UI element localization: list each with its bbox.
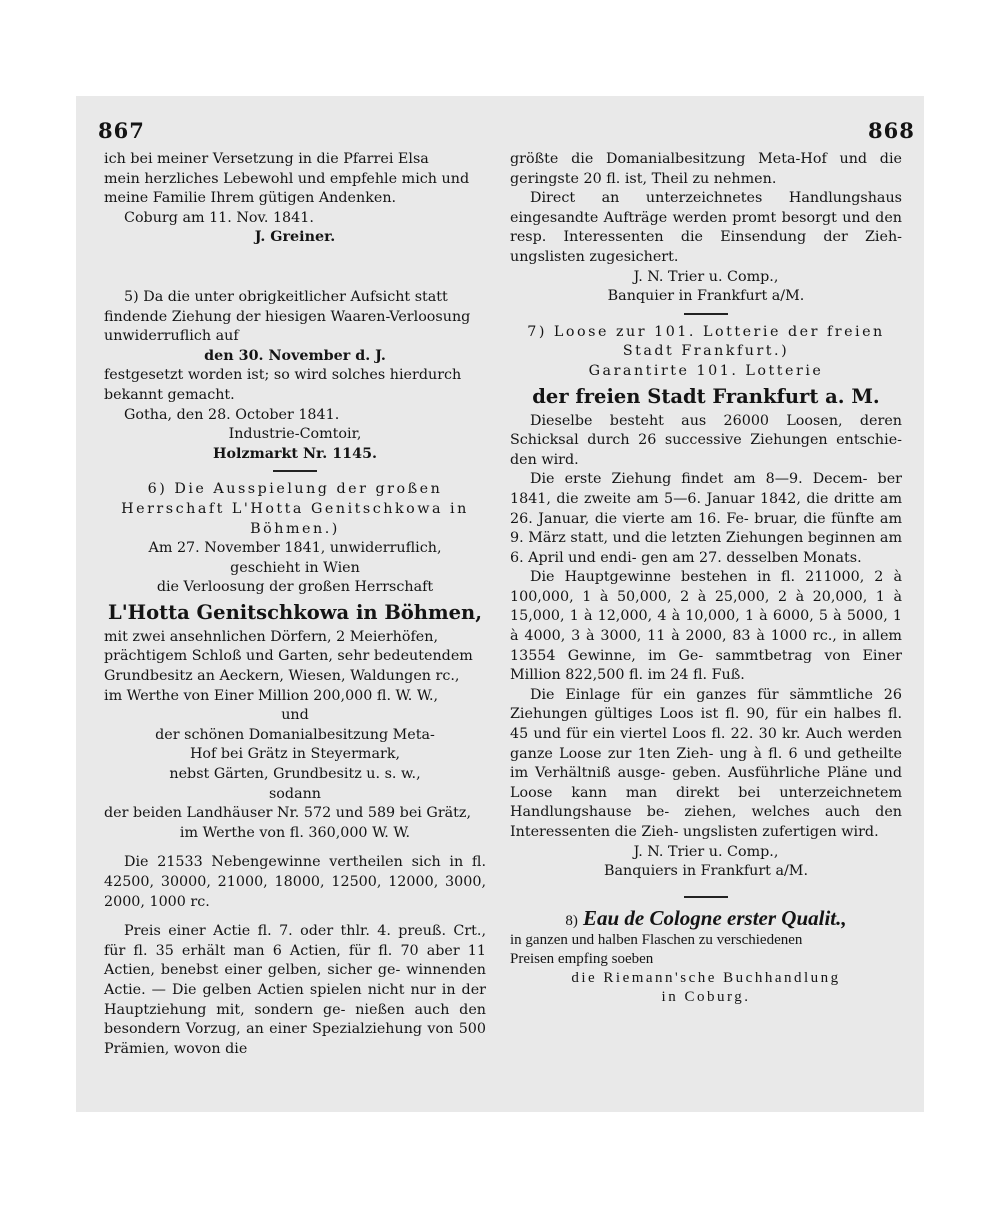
item6-line: und xyxy=(281,707,309,724)
item7-paragraph: Die Hauptgewinne bestehen in fl. 211000, 2 à 100,000, 1 à 50,000, 2 à 25,000, 2 à 20,000, 1 à 15,000, 1 à 12,000, 4 à 10,000, 1 à 6000, 5 à 5000, 1 à 4000, 3 à 3000, 11 à 2000, 83 à 1000 rc., in allem 13554 Gewinne, im Ge- sammtbetrag von Einer Million 822,500 fl. im 24 fl. Fuß. xyxy=(510,569,902,684)
intro-line: mein herzliches Lebewohl und empfehle mich und xyxy=(104,170,470,187)
item6-title: 6) Die Ausspielung der großen xyxy=(147,481,443,498)
item5-date-highlight: den 30. November d. J. xyxy=(204,347,386,364)
page-number-right: 868 xyxy=(868,118,915,143)
divider xyxy=(684,896,728,898)
item6-line: sodann xyxy=(268,785,322,802)
item7-paragraph: Die erste Ziehung findet am 8—9. Decem- ber 1841, die zweite am 5—6. Januar 1842, die dritte am 26. Januar, die vierte am 16. Fe- bruar, die fünfte am 9. März statt, und die letzten Ziehungen beginnen am 6. April und endi- gen am 27. desselben Monats. xyxy=(510,471,902,566)
item5-line: festgesetzt worden ist; so wird solches hierdurch xyxy=(104,367,462,384)
item8-heading xyxy=(510,906,902,931)
signature: Banquier in Frankfurt a/M. xyxy=(607,288,805,305)
item5-signature: Industrie-Comtoir, xyxy=(228,426,362,443)
item6-line: der schönen Domanialbesitzung Meta- xyxy=(155,726,435,743)
item6-line: geschieht in Wien xyxy=(230,559,360,576)
item8-line: in ganzen und halben Flaschen zu verschiedenen xyxy=(510,931,803,948)
item7-paragraph: Dieselbe besteht aus 26000 Loosen, deren Schicksal durch 26 successive Ziehungen entschie- den wird. xyxy=(510,412,902,468)
item8-title: Eau de Cologne erster Qualit., xyxy=(582,905,847,930)
item5-place-date: Gotha, den 28. October 1841. xyxy=(124,406,340,423)
item6-paragraph: Die 21533 Nebengewinne vertheilen sich in fl. 42500, 30000, 21000, 18000, 12500, 12000, 3000, 2000, 1000 rc. xyxy=(104,854,486,910)
item7-subtitle: Garantirte 101. Lotterie xyxy=(588,362,824,379)
item6-paragraph: Preis einer Actie fl. 7. oder thlr. 4. preuß. Crt., für fl. 35 erhält man 6 Actien, für fl. 70 aber 11 Actien, benebst einer gelben, sicher ge- winnenden Actie. — Die gelben Actien spielen nicht nur in der Hauptziehung mit, sondern ge- nießen auch den besondern Vorzug, an einer Spezialziehung von 500 Prämien, wovon die xyxy=(104,923,486,1057)
item6-line: im Werthe von fl. 360,000 W. W. xyxy=(179,824,411,841)
signature: J. N. Trier u. Comp., xyxy=(633,843,779,860)
item8-bookshop: die Riemann'sche Buchhandlung xyxy=(571,969,841,986)
continued-paragraph: größte die Domanialbesitzung Meta-Hof und die geringste 20 fl. ist, Theil zu nehmen. xyxy=(510,151,902,187)
item6-line: mit zwei ansehnlichen Dörfern, 2 Meierhöfen, xyxy=(104,628,439,645)
item7-title: Stadt Frankfurt.) xyxy=(622,343,790,360)
item5-signature-address: Holzmarkt Nr. 1145. xyxy=(212,445,378,462)
item8-place: in Coburg. xyxy=(661,988,751,1005)
left-column xyxy=(104,150,486,1059)
item6-line: prächtigem Schloß und Garten, sehr bedeutendem xyxy=(104,648,473,665)
item7-title: 7) Loose zur 101. Lotterie der freien xyxy=(527,323,885,340)
item8-number: 8) xyxy=(565,912,578,929)
item5-line: bekannt gemacht. xyxy=(104,386,235,403)
signature: Banquiers in Frankfurt a/M. xyxy=(604,863,808,880)
right-column xyxy=(510,150,902,1007)
intro-date: Coburg am 11. Nov. 1841. xyxy=(124,209,314,226)
item6-title: Herrschaft L'Hotta Genitschkowa in xyxy=(121,500,469,517)
item6-line: Hof bei Grätz in Steyermark, xyxy=(189,746,401,763)
item7-lottery-name: der freien Stadt Frankfurt a. M. xyxy=(532,384,880,408)
divider xyxy=(684,313,728,315)
item6-estate-name: L'Hotta Genitschkowa in Böhmen, xyxy=(107,600,482,624)
continued-paragraph: Direct an unterzeichnetes Handlungshaus eingesandte Aufträge werden promt besorgt und den resp. Interessenten die Einsendung der Zieh- ungslisten zugesichert. xyxy=(510,190,902,265)
item7-paragraph: Die Einlage für ein ganzes für sämmtliche 26 Ziehungen gültiges Loos ist fl. 90, für ein halbes fl. 45 und für ein viertel Loos fl. 22. 30 kr. Auch werden ganze Loose zur 1ten Zieh- ung à fl. 6 und getheilte im Verhältniß ausge- geben. Ausführliche Pläne und Loose kann man direkt bei unterzeichnetem Handlungshause be- ziehen, welches auch den Interessenten die Zieh- ungslisten zufertigen wird. xyxy=(510,686,902,840)
item6-line: Grundbesitz an Aeckern, Wiesen, Waldungen rc., xyxy=(104,668,460,685)
intro-signature: J. Greiner. xyxy=(254,229,336,246)
page-number-left: 867 xyxy=(98,118,145,143)
item6-line: nebst Gärten, Grundbesitz u. s. w., xyxy=(169,766,421,783)
item8-line: Preisen empfing soeben xyxy=(510,950,654,967)
item5-line: findende Ziehung der hiesigen Waaren-Verloosung xyxy=(104,308,471,325)
intro-line: meine Familie Ihrem gütigen Andenken. xyxy=(104,190,397,207)
item6-line: Am 27. November 1841, unwiderruflich, xyxy=(148,540,442,557)
intro-line: ich bei meiner Versetzung in die Pfarrei Elsa xyxy=(104,151,429,167)
divider xyxy=(273,470,317,472)
item5-line: unwiderruflich auf xyxy=(104,328,239,345)
item6-line: im Werthe von Einer Million 200,000 fl. W. W., xyxy=(104,687,439,704)
item6-line: die Verloosung der großen Herrschaft xyxy=(156,579,434,596)
item5-line: 5) Da die unter obrigkeitlicher Aufsicht statt xyxy=(124,288,448,305)
item6-title: Böhmen.) xyxy=(250,520,340,537)
signature: J. N. Trier u. Comp., xyxy=(633,268,779,285)
item6-line: der beiden Landhäuser Nr. 572 und 589 bei Grätz, xyxy=(104,805,472,822)
